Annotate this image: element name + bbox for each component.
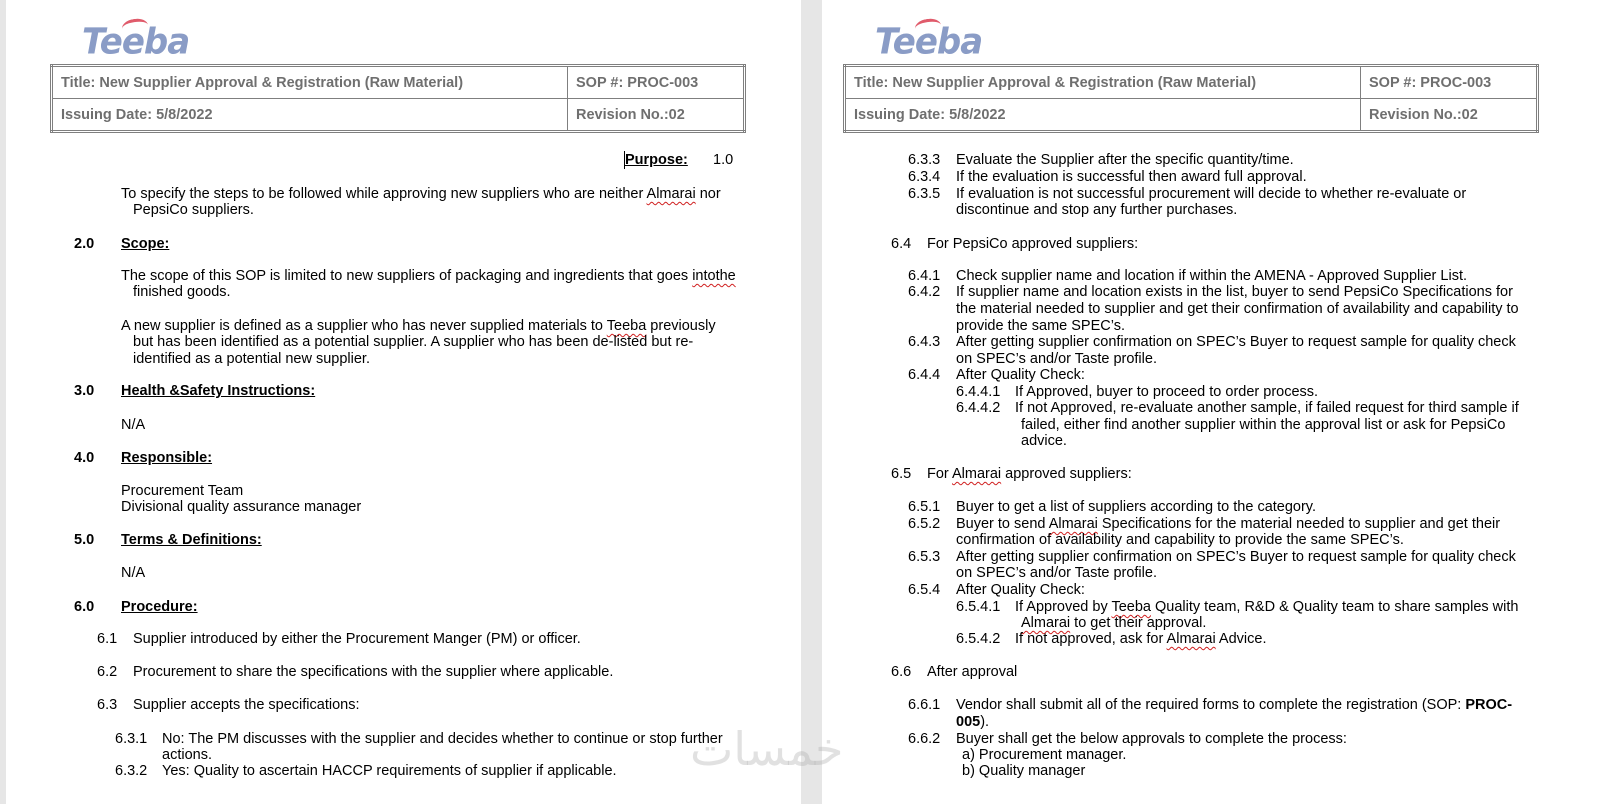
step-6-5-number: 6.5 (891, 466, 912, 482)
terms-number: 5.0 (74, 532, 95, 548)
step-6-3-1-line-2: actions. (162, 747, 212, 763)
revision-cell: Revision No.:02 (1361, 99, 1538, 132)
step-6-3-1-line-1: No: The PM discusses with the supplier and decides whether to continue or stop further (162, 731, 723, 747)
health-number: 3.0 (74, 383, 95, 399)
step-6-3-3-number: 6.3.3 (908, 152, 941, 168)
step-6-5-4-2-text: If not approved, ask for Almarai Advice. (1015, 631, 1267, 647)
step-6-3-5-line-2: discontinue and stop any further purchases. (956, 202, 1238, 218)
step-6-5-4-text: After Quality Check: (956, 582, 1085, 598)
step-6-6-number: 6.6 (891, 664, 912, 680)
scope-heading: Scope: (121, 236, 170, 252)
step-6-3-3-text: Evaluate the Supplier after the specific quantity/time. (956, 152, 1294, 168)
step-6-6-1-line-1: Vendor shall submit all of the required forms to complete the registration (SOP: PROC- (956, 697, 1513, 713)
step-6-4-4-2-line-3: advice. (1021, 433, 1067, 449)
step-6-4-2-line-3: provide the same SPEC’s. (956, 318, 1125, 334)
step-6-2-text: Procurement to share the specifications with the supplier where applicable. (133, 664, 614, 680)
step-6-3-2-number: 6.3.2 (115, 763, 148, 779)
step-6-4-3-line-1: After getting supplier confirmation on SPEC’s Buyer to request sample for quality check (956, 334, 1516, 350)
health-body: N/A (121, 417, 146, 433)
step-6-5-4-number: 6.5.4 (908, 582, 941, 598)
revision-cell: Revision No.:02 (568, 99, 745, 132)
step-6-5-4-1-line-2: Almarai to get their approval. (1021, 615, 1207, 631)
sop-header-table (50, 64, 746, 133)
step-6-4-1-number: 6.4.1 (908, 268, 941, 284)
step-6-4-3-line-2: on SPEC’s and/or Taste profile. (956, 351, 1157, 367)
step-6-5-2-line-2: confirmation of availability and capability to provide the same SPEC’s. (956, 532, 1404, 548)
step-6-5-1-number: 6.5.1 (908, 499, 941, 515)
step-6-3-5-line-1: If evaluation is not successful procurement will decide to whether re-evaluate or (956, 186, 1467, 202)
document-page-right (822, 0, 1601, 804)
teeba-logo: Teeba (875, 21, 982, 63)
step-6-1-text: Supplier introduced by either the Procurement Manger (PM) or officer. (133, 631, 581, 647)
scope-p1-line-2: finished goods. (133, 284, 231, 300)
health-heading: Health &Safety Instructions: (121, 383, 316, 399)
issuing-date-cell: Issuing Date: 5/8/2022 (52, 99, 568, 132)
responsible-heading: Responsible: (121, 450, 213, 466)
step-6-2-number: 6.2 (97, 664, 118, 680)
procedure-number: 6.0 (74, 599, 95, 615)
purpose-line-1: To specify the steps to be followed while approving new suppliers who are neither Almarai nor (121, 186, 721, 202)
step-6-1-number: 6.1 (97, 631, 118, 647)
teeba-logo: Teeba (82, 21, 189, 63)
step-6-4-4-1-number: 6.4.4.1 (956, 384, 1001, 400)
step-6-5-4-1-line-1: If Approved by Teeba Quality team, R&D & Quality team to share samples with (1015, 599, 1519, 615)
step-6-4-3-number: 6.4.3 (908, 334, 941, 350)
procedure-heading: Procedure: (121, 599, 198, 615)
purpose-number: 1.0 (713, 152, 734, 168)
issuing-date-cell: Issuing Date: 5/8/2022 (845, 99, 1361, 132)
step-6-4-4-text: After Quality Check: (956, 367, 1085, 383)
step-6-5-text: For Almarai approved suppliers: (927, 466, 1132, 482)
step-6-6-2-text: Buyer shall get the below approvals to complete the process: (956, 731, 1347, 747)
step-6-5-3-line-2: on SPEC’s and/or Taste profile. (956, 565, 1157, 581)
step-6-3-2-text: Yes: Quality to ascertain HACCP requirements of supplier if applicable. (162, 763, 617, 779)
responsible-line-2: Divisional quality assurance manager (121, 499, 362, 515)
sop-header-table (843, 64, 1539, 133)
step-6-6-2-item-a: a) Procurement manager. (962, 747, 1127, 763)
sop-number-cell: SOP #: PROC-003 (1361, 66, 1538, 99)
responsible-number: 4.0 (74, 450, 95, 466)
step-6-6-1-number: 6.6.1 (908, 697, 941, 713)
step-6-4-2-number: 6.4.2 (908, 284, 941, 300)
responsible-line-1: Procurement Team (121, 483, 244, 499)
watermark-logo: خمسات (690, 722, 844, 776)
step-6-6-text: After approval (927, 664, 1018, 680)
step-6-4-2-line-1: If supplier name and location exists in the list, buyer to send PepsiCo Specifications for (956, 284, 1513, 300)
step-6-5-2-number: 6.5.2 (908, 516, 941, 532)
title-cell: Title: New Supplier Approval & Registration (Raw Material) (52, 66, 568, 99)
step-6-3-5-number: 6.3.5 (908, 186, 941, 202)
step-6-3-4-text: If the evaluation is successful then award full approval. (956, 169, 1307, 185)
step-6-4-number: 6.4 (891, 236, 912, 252)
sop-number-cell: SOP #: PROC-003 (568, 66, 745, 99)
step-6-3-4-number: 6.3.4 (908, 169, 941, 185)
step-6-5-3-line-1: After getting supplier confirmation on SPEC’s Buyer to request sample for quality check (956, 549, 1516, 565)
step-6-4-4-1-text: If Approved, buyer to proceed to order process. (1015, 384, 1319, 400)
step-6-5-4-1-number: 6.5.4.1 (956, 599, 1001, 615)
title-cell: Title: New Supplier Approval & Registration (Raw Material) (845, 66, 1361, 99)
scope-number: 2.0 (74, 236, 95, 252)
scope-p2-line-2: but has been identified as a potential supplier. A supplier who has been de-listed but re- (133, 334, 694, 350)
step-6-6-2-number: 6.6.2 (908, 731, 941, 747)
step-6-3-text: Supplier accepts the specifications: (133, 697, 360, 713)
scope-p1-line-1: The scope of this SOP is limited to new suppliers of packaging and ingredients that goes intothe (121, 268, 736, 284)
step-6-4-4-2-number: 6.4.4.2 (956, 400, 1001, 416)
step-6-5-3-number: 6.5.3 (908, 549, 941, 565)
step-6-4-4-number: 6.4.4 (908, 367, 941, 383)
step-6-4-4-2-line-2: failed, either find another supplier within the approval list or ask for PepsiCo (1021, 417, 1506, 433)
step-6-6-1-line-2: 005). (956, 714, 990, 730)
step-6-4-4-2-line-1: If not Approved, re-evaluate another sample, if failed request for third sample if (1015, 400, 1519, 416)
terms-heading: Terms & Definitions: (121, 532, 262, 548)
step-6-3-1-number: 6.3.1 (115, 731, 148, 747)
step-6-4-text: For PepsiCo approved suppliers: (927, 236, 1139, 252)
terms-body: N/A (121, 565, 146, 581)
step-6-5-4-2-number: 6.5.4.2 (956, 631, 1001, 647)
purpose-heading: Purpose: (625, 152, 688, 168)
step-6-3-number: 6.3 (97, 697, 118, 713)
step-6-5-1-text: Buyer to get a list of suppliers according to the category. (956, 499, 1317, 515)
step-6-4-2-line-2: the material needed to supplier and get their confirmation of availability and capability to (956, 301, 1519, 317)
step-6-6-2-item-b: b) Quality manager (962, 763, 1086, 779)
scope-p2-line-3: identified as a potential new supplier. (133, 351, 370, 367)
step-6-4-1-text: Check supplier name and location if within the AMENA - Approved Supplier List. (956, 268, 1467, 284)
step-6-5-2-line-1: Buyer to send Almarai Specifications for the material needed to supplier and get their (956, 516, 1501, 532)
page-gap (801, 0, 822, 804)
scope-p2-line-1: A new supplier is defined as a supplier who has never supplied materials to Teeba previously (121, 318, 716, 334)
document-page-left (6, 0, 801, 804)
purpose-line-2: PepsiCo suppliers. (133, 202, 254, 218)
